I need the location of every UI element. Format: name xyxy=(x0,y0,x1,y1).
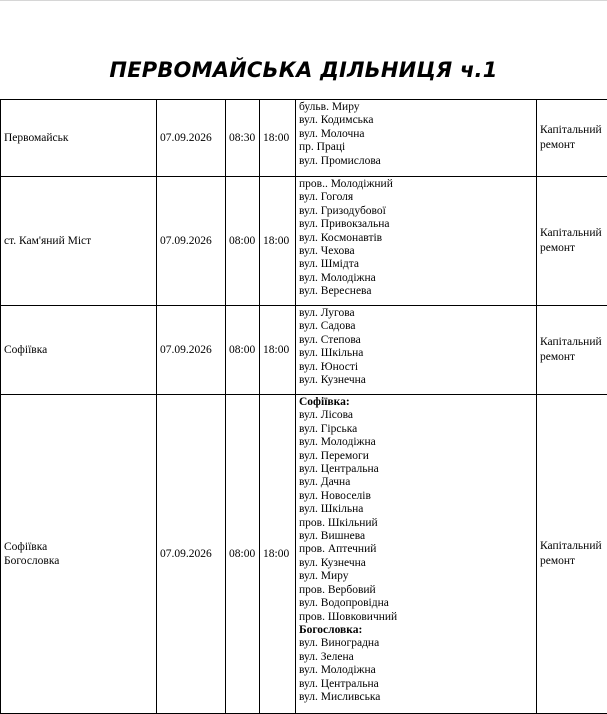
street-item: вул. Перемоги xyxy=(299,450,533,463)
start-time-cell: 08:00 xyxy=(226,306,260,395)
table-row xyxy=(1,177,607,306)
settlement-cell: Софіївка xyxy=(1,306,157,395)
work-type-line: ремонт xyxy=(540,138,604,153)
work-type-cell xyxy=(537,306,607,395)
street-item: вул. Привокзальна xyxy=(299,218,533,231)
page-title: ПЕРВОМАЙСЬКА ДІЛЬНИЦЯ ч.1 xyxy=(0,58,607,82)
street-item: вул. Виноградна xyxy=(299,637,533,650)
date-cell: 07.09.2026 xyxy=(157,177,226,306)
start-time-cell: 08:00 xyxy=(226,177,260,306)
street-item: вул. Мисливська xyxy=(299,691,533,704)
work-type-line: ремонт xyxy=(540,241,604,256)
street-item: бульв. Миру xyxy=(299,101,533,114)
settlement-line: Софіївка xyxy=(4,540,153,554)
end-time-cell: 18:00 xyxy=(260,100,296,177)
end-time-cell: 18:00 xyxy=(260,177,296,306)
table-row xyxy=(1,395,607,714)
street-item: вул. Водопровідна xyxy=(299,597,533,610)
street-item: вул. Лугова xyxy=(299,307,533,320)
street-item: вул. Садова xyxy=(299,320,533,333)
work-type-line: ремонт xyxy=(540,554,604,569)
street-item: вул. Гризодубової xyxy=(299,205,533,218)
streets-cell xyxy=(296,306,537,395)
street-item: вул. Кузнечна xyxy=(299,374,533,387)
table-row xyxy=(1,100,607,177)
street-item: вул. Молочна xyxy=(299,128,533,141)
work-type-line: Капітальний xyxy=(540,539,604,554)
street-item: вул. Промислова xyxy=(299,155,533,168)
page-top-divider xyxy=(0,0,607,1)
work-type-line: Капітальний xyxy=(540,123,604,138)
work-type-cell xyxy=(537,100,607,177)
locality-heading: Богословка: xyxy=(299,624,533,637)
street-item: вул. Юності xyxy=(299,361,533,374)
street-item: вул. Шкільна xyxy=(299,347,533,360)
street-item: вул. Гірська xyxy=(299,423,533,436)
work-type-line: Капітальний xyxy=(540,226,604,241)
street-item: вул. Молодіжна xyxy=(299,436,533,449)
date-cell: 07.09.2026 xyxy=(157,306,226,395)
street-item: вул. Шкільна xyxy=(299,503,533,516)
street-item: вул. Степова xyxy=(299,334,533,347)
street-item: пров. Шовковичний xyxy=(299,611,533,624)
date-cell: 07.09.2026 xyxy=(157,100,226,177)
street-item: пров.. Молодіжний xyxy=(299,178,533,191)
street-item: пр. Праці xyxy=(299,141,533,154)
street-item: вул. Лісова xyxy=(299,409,533,422)
end-time-cell: 18:00 xyxy=(260,306,296,395)
date-cell: 07.09.2026 xyxy=(157,395,226,714)
street-item: вул. Дачна xyxy=(299,476,533,489)
streets-cell xyxy=(296,100,537,177)
street-item: вул. Новоселів xyxy=(299,490,533,503)
outage-schedule-table xyxy=(0,99,607,714)
settlement-cell: Первомайськ xyxy=(1,100,157,177)
street-item: вул. Миру xyxy=(299,570,533,583)
street-item: вул. Кузнечна xyxy=(299,557,533,570)
street-item: вул. Зелена xyxy=(299,651,533,664)
settlement-cell xyxy=(1,395,157,714)
street-item: вул. Центральна xyxy=(299,463,533,476)
street-item: пров. Шкільний xyxy=(299,517,533,530)
street-item: вул. Гоголя xyxy=(299,191,533,204)
street-item: вул. Центральна xyxy=(299,678,533,691)
work-type-line: ремонт xyxy=(540,350,604,365)
end-time-cell: 18:00 xyxy=(260,395,296,714)
street-item: пров. Вербовий xyxy=(299,584,533,597)
locality-heading: Софіївка: xyxy=(299,396,533,409)
street-item: вул. Космонавтів xyxy=(299,232,533,245)
start-time-cell: 08:30 xyxy=(226,100,260,177)
street-item: вул. Молодіжна xyxy=(299,664,533,677)
settlement-line: Богословка xyxy=(4,554,153,568)
street-item: вул. Чехова xyxy=(299,245,533,258)
work-type-line: Капітальний xyxy=(540,335,604,350)
start-time-cell: 08:00 xyxy=(226,395,260,714)
street-item: вул. Шмідта xyxy=(299,258,533,271)
work-type-cell xyxy=(537,177,607,306)
settlement-cell: ст. Кам'яний Міст xyxy=(1,177,157,306)
street-item: вул. Молодіжна xyxy=(299,272,533,285)
streets-cell xyxy=(296,177,537,306)
street-item: вул. Кодимська xyxy=(299,114,533,127)
street-item: вул. Вишнева xyxy=(299,530,533,543)
streets-cell xyxy=(296,395,537,714)
street-item: пров. Аптечний xyxy=(299,543,533,556)
work-type-cell xyxy=(537,395,607,714)
street-item: вул. Вереснева xyxy=(299,285,533,298)
table-row xyxy=(1,306,607,395)
